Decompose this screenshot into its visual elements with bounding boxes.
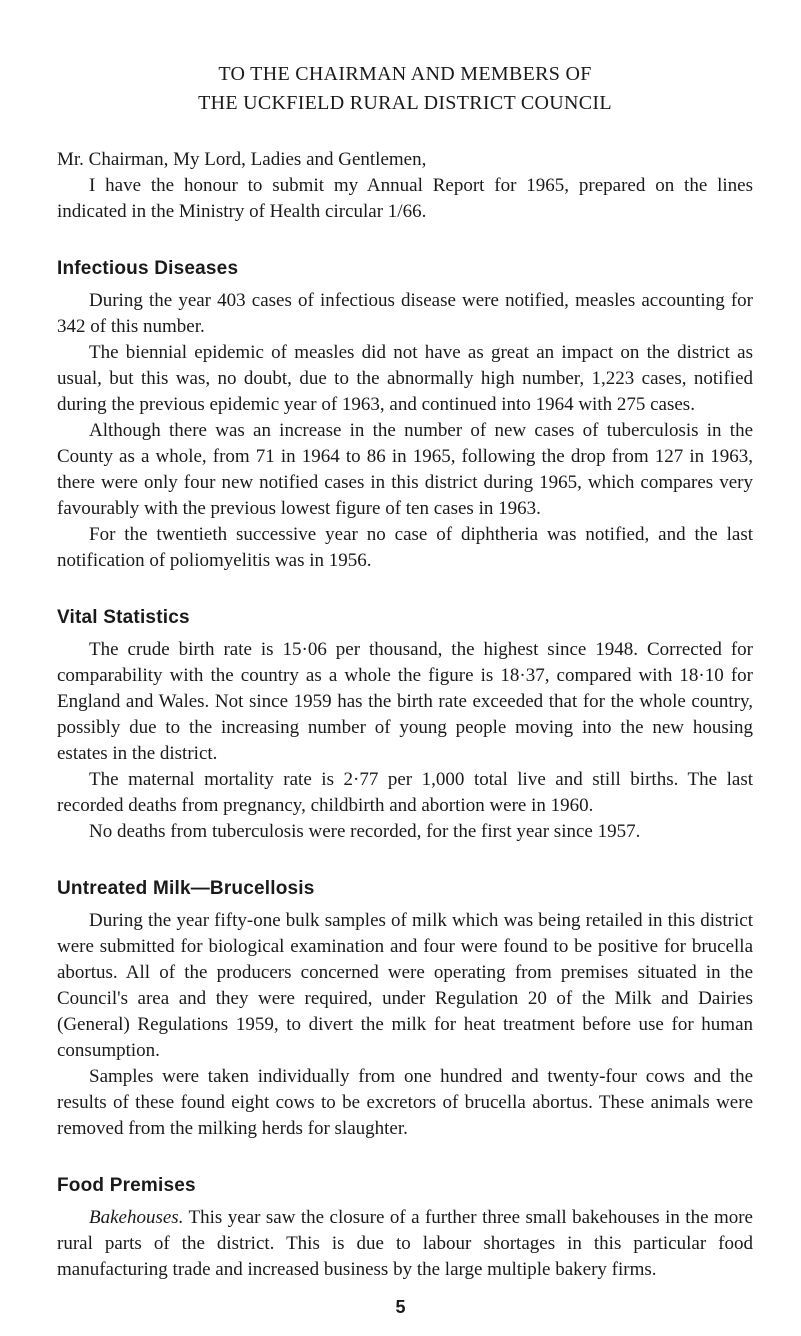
heading-line-2: THE UCKFIELD RURAL DISTRICT COUNCIL bbox=[198, 92, 612, 114]
salutation: Mr. Chairman, My Lord, Ladies and Gentlemen, bbox=[57, 149, 427, 170]
bakehouses-lead: Bakehouses. bbox=[89, 1207, 184, 1228]
page-number: 5 bbox=[395, 1297, 406, 1317]
paragraph: The crude birth rate is 15·06 per thousand, the highest since 1948. Corrected for comparability with the country as a whole the figure is 18·37, compared with 18·10 for England and Wales. Not since 1959 has the birth rate exceeded that for the whole country, possibly due to the increasing number of young people moving into the new housing estates in the district. bbox=[57, 639, 753, 764]
paragraph: The maternal mortality rate is 2·77 per 1,000 total live and still births. The last recorded deaths from pregnancy, childbirth and abortion were in 1960. bbox=[57, 769, 753, 816]
bakehouses-text: This year saw the closure of a further three small bakehouses in the more rural parts of the district. This is due to labour shortages in this particular food manufacturing trade and increased business by the large multiple bakery firms. bbox=[57, 1207, 753, 1280]
paragraph: Although there was an increase in the number of new cases of tuberculosis in the County as a whole, from 71 in 1964 to 86 in 1965, following the drop from 127 in 1963, there were only four new notified cases in this district during 1965, which compares very favourably with the previous lowest figure of ten cases in 1963. bbox=[57, 420, 753, 519]
section-title-infectious-diseases: Infectious Diseases bbox=[57, 258, 239, 279]
section-title-untreated-milk: Untreated Milk—Brucellosis bbox=[57, 878, 315, 899]
intro-paragraph: I have the honour to submit my Annual Report for 1965, prepared on the lines indicated in the Ministry of Health circular 1/66. bbox=[57, 175, 753, 222]
section-title-food-premises: Food Premises bbox=[57, 1175, 196, 1196]
paragraph: During the year fifty-one bulk samples of milk which was being retailed in this district were submitted for biological examination and four were found to be positive for brucella abortus. All of the producers concerned were operating from premises situated in the Council's area and they were required, under Regulation 20 of the Milk and Dairies (General) Regulations 1959, to divert the milk for heat treatment before use for human consumption. bbox=[57, 910, 753, 1061]
paragraph: Samples were taken individually from one hundred and twenty-four cows and the results of these found eight cows to be excretors of brucella abortus. These animals were removed from the milking herds for slaughter. bbox=[57, 1066, 753, 1139]
paragraph: During the year 403 cases of infectious disease were notified, measles accounting for 342 of this number. bbox=[57, 290, 753, 337]
paragraph: No deaths from tuberculosis were recorded, for the first year since 1957. bbox=[89, 821, 641, 842]
paragraph: For the twentieth successive year no case of diphtheria was notified, and the last notification of poliomyelitis was in 1956. bbox=[57, 524, 753, 571]
heading-line-1: TO THE CHAIRMAN AND MEMBERS OF bbox=[218, 63, 592, 85]
paragraph bbox=[57, 1205, 753, 1283]
paragraph: The biennial epidemic of measles did not have as great an impact on the district as usual, but this was, no doubt, due to the abnormally high number, 1,223 cases, notified during the previous epidemic year of 1963, and continued into 1964 with 275 cases. bbox=[57, 342, 753, 415]
section-title-vital-statistics: Vital Statistics bbox=[57, 607, 190, 628]
